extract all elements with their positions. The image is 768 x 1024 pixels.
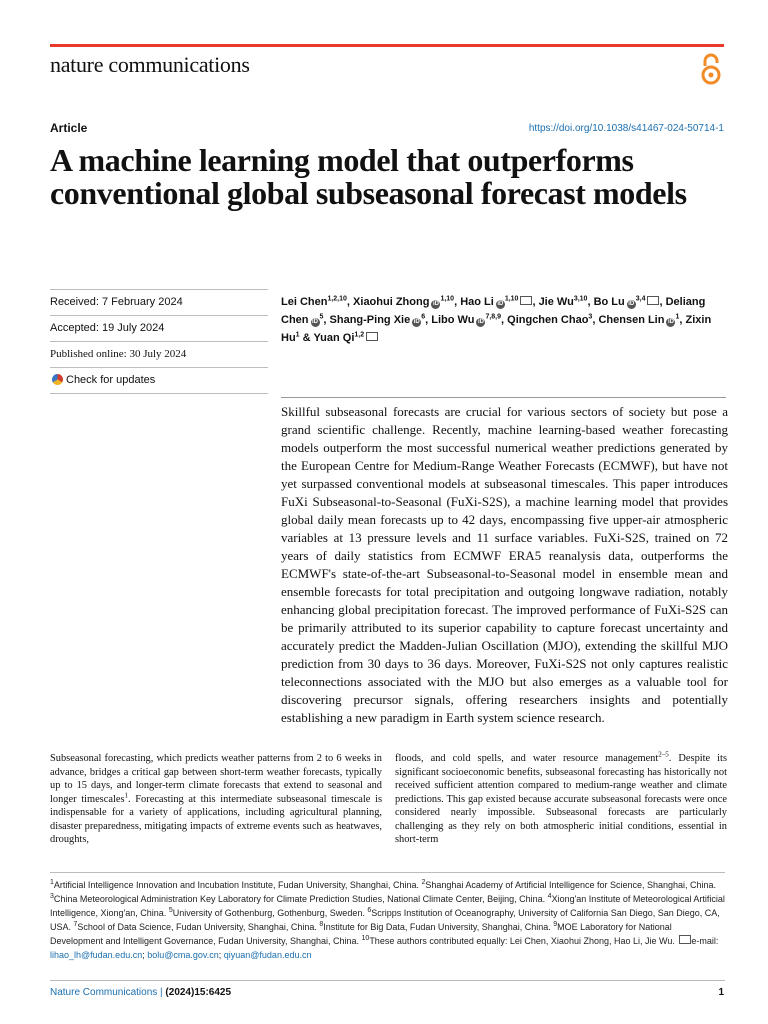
affiliation-text: Scripps Institution of Oceanography, University of California San Diego, San Diego, CA, USA. [50,908,720,932]
affiliation-text: These authors contributed equally: Lei Chen, Xiaohui Zhong, Hao Li, Jie Wu. [369,936,678,946]
footer-journal[interactable]: Nature Communications [50,987,158,998]
orcid-icon[interactable]: iD [667,319,674,325]
page-number: 1 [718,987,724,998]
header-accent-bar [50,44,724,47]
author-affiliation-ref: 1 [295,331,300,339]
body-column-right [395,752,727,847]
affiliations-divider [50,872,725,873]
affiliations: $^1$Artificial Intelligence Innovation and Incubation Institute, Fudan University, Shanghai, China. $^2$Shanghai Academy of Artificial Intelligence for Science, Shanghai, China. $^3$China Meteorological Administration Key Laboratory for Climate Prediction Studies, National Climate Center, Beijing, China. $^4$Xiong'an Institute of Meteorological Artificial Intelligence, Xiong'an, China. $^5$University of Gothenburg, Gothenburg, Sweden. $^6$Scripps Institution of Oceanography, University of California San Diego, San Diego, CA, USA. $^7$School of Data Science, Fudan University, Shanghai, China. $^8$Institute for Big Data, Fudan University, Shanghai, China. $^9$MOE Laboratory for National Development and Intelligent Governance, Fudan University, Shanghai, China. $^{10}$These authors contributed equally: Lei Chen, Xiaohui Zhong, Hao Li, Jie Wu. e-mail: lihao_lh@fudan.edu.cn; bolu@cma.gov.cn; qiyuan@fudan.edu.cn [50,879,725,960]
body-text: . Despite its significant socioeconomic benefits, subseasonal forecasting has historically not received sufficient attention compared to medium-range weather and climate predictions. This gap existed because accurate subseasonal forecasts were once considered nearly impossible. Subseasonal forecasts are particularly challenging as they rely on both atmospheric initial conditions, essential in short-term [395,753,727,845]
footer-citation: Nature Communications | (2024)15:6425 [50,987,232,998]
citation-ref[interactable]: 1 [124,791,128,800]
journal-name[interactable]: nature communications [50,52,250,77]
orcid-icon[interactable]: iD [413,319,420,325]
author-affiliation-ref: 1,10 [440,295,455,303]
author-name[interactable]: Bo Lu [593,296,625,308]
published-date: Published online: 30 July 2024 [50,341,268,367]
affiliation-number: 6 [367,907,372,914]
author-name[interactable]: Shang-Ping Xie [329,314,411,326]
footer-volume: (2024)15:6425 [165,987,232,998]
orcid-icon[interactable]: iD [497,301,504,307]
orcid-icon[interactable]: iD [477,319,484,325]
author-name[interactable]: Xiaohui Zhong [353,296,430,308]
abstract-divider [281,397,726,398]
email-link[interactable]: lihao_lh@fudan.edu.cn [50,950,143,960]
article-dates [50,289,268,394]
author-affiliation-ref: 1,2 [354,331,365,339]
affiliation-number: 8 [319,921,324,928]
affiliation-number: 9 [553,921,558,928]
check-for-updates-button[interactable] [50,367,268,394]
body-text: floods, and cold spells, and water resource management [395,753,659,764]
article-type: Article [50,121,88,135]
affiliation-text: School of Data Science, Fudan University, Shanghai, China. [77,922,320,932]
affiliation-number: 5 [168,907,173,914]
article-title: A machine learning model that outperforms conventional global subseasonal forecast models [50,142,687,211]
email-icon[interactable] [647,296,659,305]
accepted-date: Accepted: 19 July 2024 [50,315,268,341]
author-affiliation-ref: 7,8,9 [485,313,502,321]
author-affiliation-ref: 1 [675,313,680,321]
orcid-icon[interactable]: iD [312,319,318,325]
doi-link[interactable]: https://doi.org/10.1038/s41467-024-50714-1 [528,123,724,134]
abstract: Skillful subseasonal forecasts are crucial for various sectors of society but pose a grand scientific challenge. Recently, machine learning-based weather forecasting models outperform the most successful numerical weather predictions generated by the European Centre for Medium-Range Weather Forecasts (ECMWF), but have not yet surpassed conventional models at subseasonal timescales. This paper introduces FuXi Subseasonal-to-Seasonal (FuXi-S2S), a machine learning model that provides global daily mean forecasts up to 42 days, encompassing five upper-air atmospheric variables at 13 pressure levels and 11 surface variables. FuXi-S2S, trained on 72 years of daily statistics from ECMWF ERA5 reanalysis data, outperforms the ECMWF's state-of-the-art Subseasonal-to-Seasonal model in ensemble mean and ensemble forecasts for total precipitation and outgoing longwave radiation, notably enhancing global precipitation forecast. The improved performance of FuXi-S2S can be primarily attributed to its superior capability to capture forecast uncertainty and accurately predict the Madden-Julian Oscillation (MJO), extending the skillful MJO prediction from 30 days to 36 days. Moreover, FuXi-S2S not only captures realistic teleconnections associated with the MJO but also emerges as a valuable tool for discovering precursor signals, offering researchers insights and potentially establishing a new paradigm in Earth system science research. [281,404,728,725]
footer-divider [50,980,725,981]
check-updates-icon [52,374,63,385]
orcid-icon[interactable]: iD [628,301,635,307]
author-affiliation-ref: 5 [319,313,324,321]
affiliation-text: Shanghai Academy of Artificial Intelligence for Science, Shanghai, China. [425,880,717,890]
author-affiliation-ref: 1,10 [504,295,519,303]
email-label: e-mail: [691,936,719,946]
affiliation-text: Artificial Intelligence Innovation and Incubation Institute, Fudan University, Shanghai, China. [53,880,422,890]
author-name[interactable]: Jie Wu [538,296,574,308]
author-name[interactable]: Zixin Hu [281,314,712,344]
affiliation-number: 2 [421,879,426,886]
body-column-left [50,752,382,847]
author-affiliation-ref: 1,2,10 [327,295,347,303]
affiliation-number: 10 [361,935,370,942]
author-name[interactable]: Yuan Qi [313,332,355,344]
author-list: Lei Chen$^{1,2,10}$, Xiaohui Zhong iD$^{1,10}$, Hao Li iD$^{1,10}$ , Jie Wu$^{3,10}$, Bo Lu iD$^{3,4}$ , Deliang Chen $iD^5$, Shang-Ping Xie $iD^6$, Libo Wu iD$^{7,8,9}$, Qingchen Chao$^3$, Chensen Lin $iD^1$, Zixin Hu$^1$ & Yuan Qi$^{1,2}$ [281,295,712,344]
open-access-icon [698,52,724,86]
author-affiliation-ref: 3,4 [635,295,646,303]
author-name[interactable]: Hao Li [460,296,494,308]
author-name[interactable]: Chensen Lin [598,314,665,326]
affiliation-number: 4 [547,893,552,900]
email-link[interactable]: qiyuan@fudan.edu.cn [223,950,312,960]
affiliation-text: Institute for Big Data, Fudan University, Shanghai, China. [323,922,554,932]
orcid-icon[interactable]: iD [432,301,439,307]
email-icon[interactable] [366,332,378,341]
affiliation-text: University of Gothenburg, Gothenburg, Sweden. [172,908,368,918]
author-affiliation-ref: 3,10 [573,295,588,303]
citation-ref[interactable]: 2–5 [658,750,669,759]
email-link[interactable]: bolu@cma.gov.cn [147,950,219,960]
email-icon[interactable] [520,296,532,305]
author-name[interactable]: Lei Chen [281,296,328,308]
affiliation-text: MOE Laboratory for National Development and Intelligent Governance, Fudan University, Shanghai, China. [50,922,672,946]
check-updates-label: Check for updates [66,374,156,386]
affiliation-number: 3 [50,893,54,900]
affiliation-number: 1 [50,879,54,886]
author-name[interactable]: Qingchen Chao [507,314,589,326]
body-text: . Forecasting at this intermediate subseasonal timescale is indispensable for a variety of applications, including agricultural planning, disaster preparedness, mitigating impacts of extreme events such as heatwaves, droughts, [50,793,383,845]
affiliation-text: China Meteorological Administration Key Laboratory for Climate Prediction Studies, National Climate Center, Beijing, China. [53,894,548,904]
author-name[interactable]: Deliang Chen [281,296,706,326]
affiliation-text: Xiong'an Institute of Meteorological Artificial Intelligence, Xiong'an, China. [50,894,725,918]
author-name[interactable]: Libo Wu [431,314,475,326]
author-affiliation-ref: 6 [421,313,426,321]
author-affiliation-ref: 3 [588,313,593,321]
body-text: Subseasonal forecasting, which predicts weather patterns from 2 to 6 weeks in advance, bridges a critical gap between short-term weather forecasts, typically up to 15 days, and longer-term climate forecasts that extend to seasonal and longer timescales [50,753,382,805]
received-date: Received: 7 February 2024 [50,289,268,315]
email-icon [679,935,691,944]
affiliation-number: 7 [73,921,78,928]
